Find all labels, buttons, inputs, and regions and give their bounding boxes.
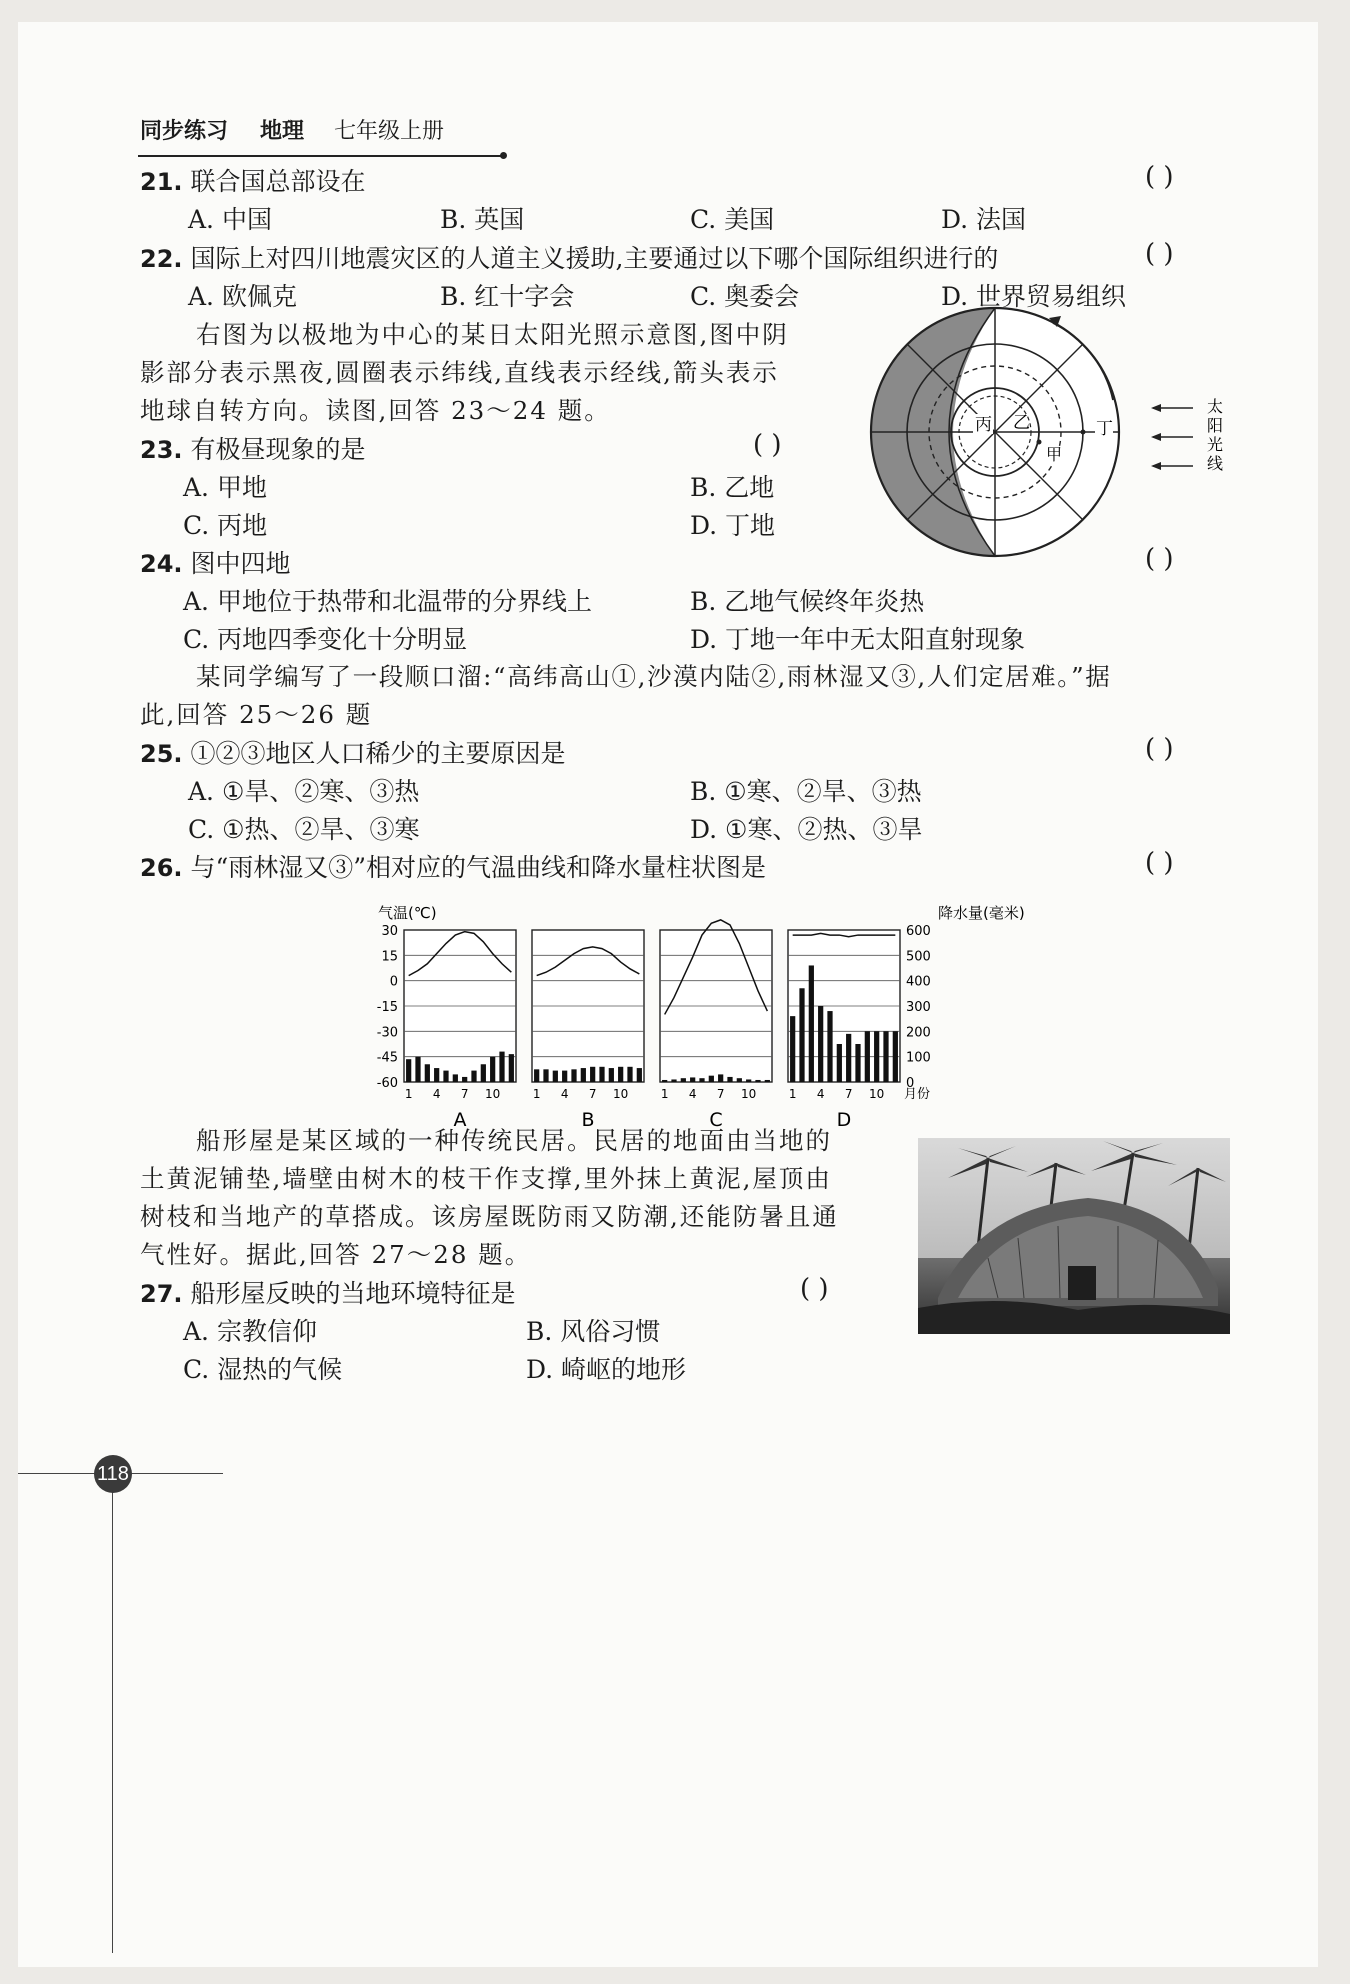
precip-bar — [453, 1074, 458, 1082]
option-27-a: A. 宗教信仰 — [183, 1317, 317, 1346]
temp-tick-label: -45 — [376, 1050, 398, 1066]
panel-label: B — [581, 1109, 595, 1128]
header-rule-dot — [500, 152, 507, 159]
month-tick-label: 1 — [660, 1087, 669, 1101]
option-21-d: D. 法国 — [941, 205, 1027, 234]
precip-tick-label: 500 — [906, 949, 931, 965]
precip-bar — [699, 1078, 704, 1082]
temp-axis-label: 气温(℃) — [378, 904, 437, 922]
precip-bar — [746, 1079, 751, 1082]
question-27 — [140, 1274, 515, 1310]
sunlight-label-2: 阳 — [1207, 416, 1224, 435]
panel-label: A — [453, 1109, 467, 1128]
option-24-a: A. 甲地位于热带和北温带的分界线上 — [183, 587, 592, 616]
option-27-d: D. 崎岖的地形 — [526, 1355, 687, 1384]
question-21 — [140, 162, 365, 198]
option-23-d: D. 丁地 — [690, 511, 776, 540]
header-rule — [138, 155, 504, 157]
question-stem: 图中四地 — [190, 549, 291, 578]
precip-bar — [590, 1067, 595, 1082]
answer-paren-25[interactable]: ( ) — [1145, 734, 1174, 764]
precip-bar — [737, 1078, 742, 1082]
month-tick-label: 4 — [816, 1087, 825, 1101]
month-tick-label: 7 — [844, 1087, 853, 1101]
answer-paren-27[interactable]: ( ) — [800, 1274, 829, 1304]
precip-bar — [609, 1068, 614, 1082]
precip-bar — [690, 1077, 695, 1082]
precip-tick-label: 100 — [906, 1050, 931, 1066]
grade-title: 七年级上册 — [334, 119, 445, 144]
question-stem: ①②③地区人口稀少的主要原因是 — [190, 739, 566, 768]
precip-axis-label: 降水量(毫米) — [938, 904, 1025, 922]
option-22-a: A. 欧佩克 — [188, 282, 297, 311]
question-number: 27. — [140, 1280, 183, 1308]
precip-bar — [443, 1071, 448, 1082]
precip-bar — [499, 1052, 504, 1082]
textbook-page — [18, 22, 1318, 1967]
sunlight-label-4: 线 — [1207, 454, 1224, 473]
intro-23-24-line2: 影部分表示黑夜,圆圈表示纬线,直线表示经线,箭头表示 — [140, 358, 779, 387]
option-21-a: A. 中国 — [188, 205, 272, 234]
answer-paren-26[interactable]: ( ) — [1145, 848, 1174, 878]
month-tick-label: 10 — [613, 1087, 629, 1101]
precip-bar — [562, 1071, 567, 1082]
label-bing: 丙 — [975, 415, 992, 435]
precip-tick-label: 200 — [906, 1025, 931, 1041]
question-number: 26. — [140, 854, 183, 882]
precip-bar — [790, 1016, 795, 1082]
precip-bar — [571, 1069, 576, 1082]
label-ding: 丁 — [1096, 419, 1113, 439]
subject-title: 地理 — [260, 119, 305, 144]
precip-bar — [883, 1031, 888, 1082]
month-tick-label: 4 — [688, 1087, 697, 1101]
option-23-c: C. 丙地 — [183, 511, 268, 540]
option-24-c: C. 丙地四季变化十分明显 — [183, 625, 468, 654]
month-tick-label: 10 — [869, 1087, 885, 1101]
boat-house-photo — [918, 1138, 1230, 1334]
question-24 — [140, 544, 290, 580]
question-number: 25. — [140, 740, 183, 768]
question-number: 21. — [140, 168, 183, 196]
option-21-b: B. 英国 — [440, 205, 525, 234]
answer-paren-22[interactable]: ( ) — [1145, 239, 1174, 269]
precip-bar — [509, 1054, 514, 1082]
question-number: 22. — [140, 245, 183, 273]
precip-bar — [865, 1031, 870, 1082]
precip-bar — [799, 988, 804, 1082]
sunlight-label-1: 太 — [1207, 397, 1224, 416]
precip-tick-label: 300 — [906, 1000, 931, 1015]
question-stem: 国际上对四川地震灾区的人道主义援助,主要通过以下哪个国际组织进行的 — [190, 244, 999, 273]
question-26 — [140, 848, 766, 884]
footer-margin-line — [112, 1473, 113, 1953]
intro-25-26-line2: 此,回答 25～26 题 — [140, 700, 373, 729]
intro-25-26-line1: 某同学编写了一段顺口溜:“高纬高山①,沙漠内陆②,雨林湿又③,人们定居难。”据 — [196, 662, 1112, 691]
intro-23-24-line1: 右图为以极地为中心的某日太阳光照示意图,图中阴 — [196, 320, 789, 349]
temp-tick-label: 0 — [389, 974, 398, 990]
precip-bar — [581, 1068, 586, 1082]
precip-bar — [406, 1059, 411, 1082]
precip-bar — [874, 1031, 879, 1082]
option-22-d: D. 世界贸易组织 — [941, 282, 1127, 311]
precip-bar — [837, 1044, 842, 1082]
precip-bar — [809, 965, 814, 1082]
precip-bar — [462, 1077, 467, 1082]
option-21-c: C. 美国 — [690, 205, 775, 234]
precip-bar — [490, 1057, 495, 1082]
precip-bar — [434, 1068, 439, 1082]
precip-bar — [481, 1064, 486, 1082]
question-25 — [140, 734, 565, 770]
option-22-b: B. 红十字会 — [440, 282, 575, 311]
precip-bar — [827, 1011, 832, 1082]
option-22-c: C. 奥委会 — [690, 282, 800, 311]
answer-paren-23[interactable]: ( ) — [753, 430, 782, 460]
climate-charts — [348, 898, 1068, 1128]
intro-27-28-line2: 土黄泥铺垫,墙壁由树木的枝干作支撑,里外抹上黄泥,屋顶由 — [140, 1164, 832, 1193]
answer-paren-21[interactable]: ( ) — [1145, 162, 1174, 192]
month-tick-label: 7 — [716, 1087, 725, 1101]
precip-bar — [543, 1069, 548, 1082]
question-number: 23. — [140, 436, 183, 464]
precip-tick-label: 400 — [906, 974, 931, 990]
precip-bar — [471, 1071, 476, 1082]
precip-bar — [718, 1074, 723, 1082]
precip-bar — [627, 1067, 632, 1082]
precip-bar — [846, 1034, 851, 1082]
option-27-c: C. 湿热的气候 — [183, 1355, 343, 1384]
precip-bar — [637, 1068, 642, 1082]
precip-bar — [709, 1076, 714, 1082]
precip-bar — [893, 1031, 898, 1082]
month-tick-label: 1 — [532, 1087, 541, 1101]
intro-23-24-line3: 地球自转方向。读图,回答 23～24 题。 — [140, 396, 611, 425]
precip-bar — [662, 1080, 667, 1082]
option-25-d: D. ①寒、②热、③旱 — [690, 815, 923, 844]
option-23-b: B. 乙地 — [690, 473, 775, 502]
temp-tick-label: -15 — [376, 1000, 398, 1015]
panel-label: D — [836, 1109, 852, 1128]
precip-bar — [727, 1077, 732, 1082]
sunlight-label-3: 光 — [1207, 435, 1224, 454]
precip-bar — [618, 1067, 623, 1082]
label-jia: 甲 — [1046, 445, 1063, 464]
label-yi: 乙 — [1013, 413, 1030, 433]
intro-27-28-line4: 气性好。据此,回答 27～28 题。 — [140, 1240, 532, 1269]
precip-bar — [765, 1080, 770, 1082]
precip-bar — [818, 1006, 823, 1082]
question-stem: 与“雨林湿又③”相对应的气温曲线和降水量柱状图是 — [190, 853, 767, 882]
month-tick-label: 10 — [485, 1087, 501, 1101]
precip-bar — [755, 1080, 760, 1082]
month-tick-label: 7 — [460, 1087, 469, 1101]
question-22 — [140, 239, 998, 275]
precip-bar — [681, 1078, 686, 1082]
precip-bar — [415, 1057, 420, 1082]
temp-tick-label: -60 — [376, 1076, 398, 1091]
precip-bar — [534, 1069, 539, 1082]
option-25-c: C. ①热、②旱、③寒 — [188, 815, 420, 844]
question-23 — [140, 430, 365, 466]
series-title: 同步练习 — [140, 119, 229, 144]
precip-tick-label: 0 — [906, 1076, 915, 1091]
option-24-b: B. 乙地气候终年炎热 — [690, 587, 925, 616]
precip-bar — [425, 1064, 430, 1082]
precip-bar — [855, 1044, 860, 1082]
intro-27-28-line3: 树枝和当地产的草搭成。该房屋既防雨又防潮,还能防暑且通 — [140, 1202, 839, 1231]
question-number: 24. — [140, 550, 183, 578]
precip-tick-label: 600 — [906, 924, 931, 939]
temp-tick-label: 30 — [381, 924, 398, 939]
option-24-d: D. 丁地一年中无太阳直射现象 — [690, 625, 1026, 654]
temp-tick-label: 15 — [381, 949, 398, 965]
option-25-b: B. ①寒、②旱、③热 — [690, 777, 922, 806]
option-23-a: A. 甲地 — [183, 473, 267, 502]
intro-27-28-line1: 船形屋是某区域的一种传统民居。民居的地面由当地的 — [196, 1126, 832, 1155]
precip-bar — [599, 1067, 604, 1082]
question-stem: 有极昼现象的是 — [190, 435, 366, 464]
month-tick-label: 4 — [560, 1087, 569, 1101]
page-number: 118 — [94, 1455, 132, 1493]
month-tick-label: 1 — [404, 1087, 413, 1101]
precip-bar — [553, 1071, 558, 1082]
temp-tick-label: -30 — [376, 1025, 398, 1041]
panel-label: C — [709, 1109, 723, 1128]
question-stem: 船形屋反映的当地环境特征是 — [190, 1279, 516, 1308]
precip-bar — [671, 1079, 676, 1082]
month-tick-label: 1 — [788, 1087, 797, 1101]
option-25-a: A. ①旱、②寒、③热 — [188, 777, 420, 806]
month-tick-label: 7 — [588, 1087, 597, 1101]
option-27-b: B. 风俗习惯 — [526, 1317, 661, 1346]
polar-illumination-diagram — [863, 300, 1253, 560]
answer-paren-24[interactable]: ( ) — [1145, 544, 1174, 574]
month-unit-label: 月份 — [904, 1087, 931, 1102]
month-tick-label: 10 — [741, 1087, 757, 1101]
question-stem: 联合国总部设在 — [190, 167, 366, 196]
month-tick-label: 4 — [432, 1087, 441, 1101]
